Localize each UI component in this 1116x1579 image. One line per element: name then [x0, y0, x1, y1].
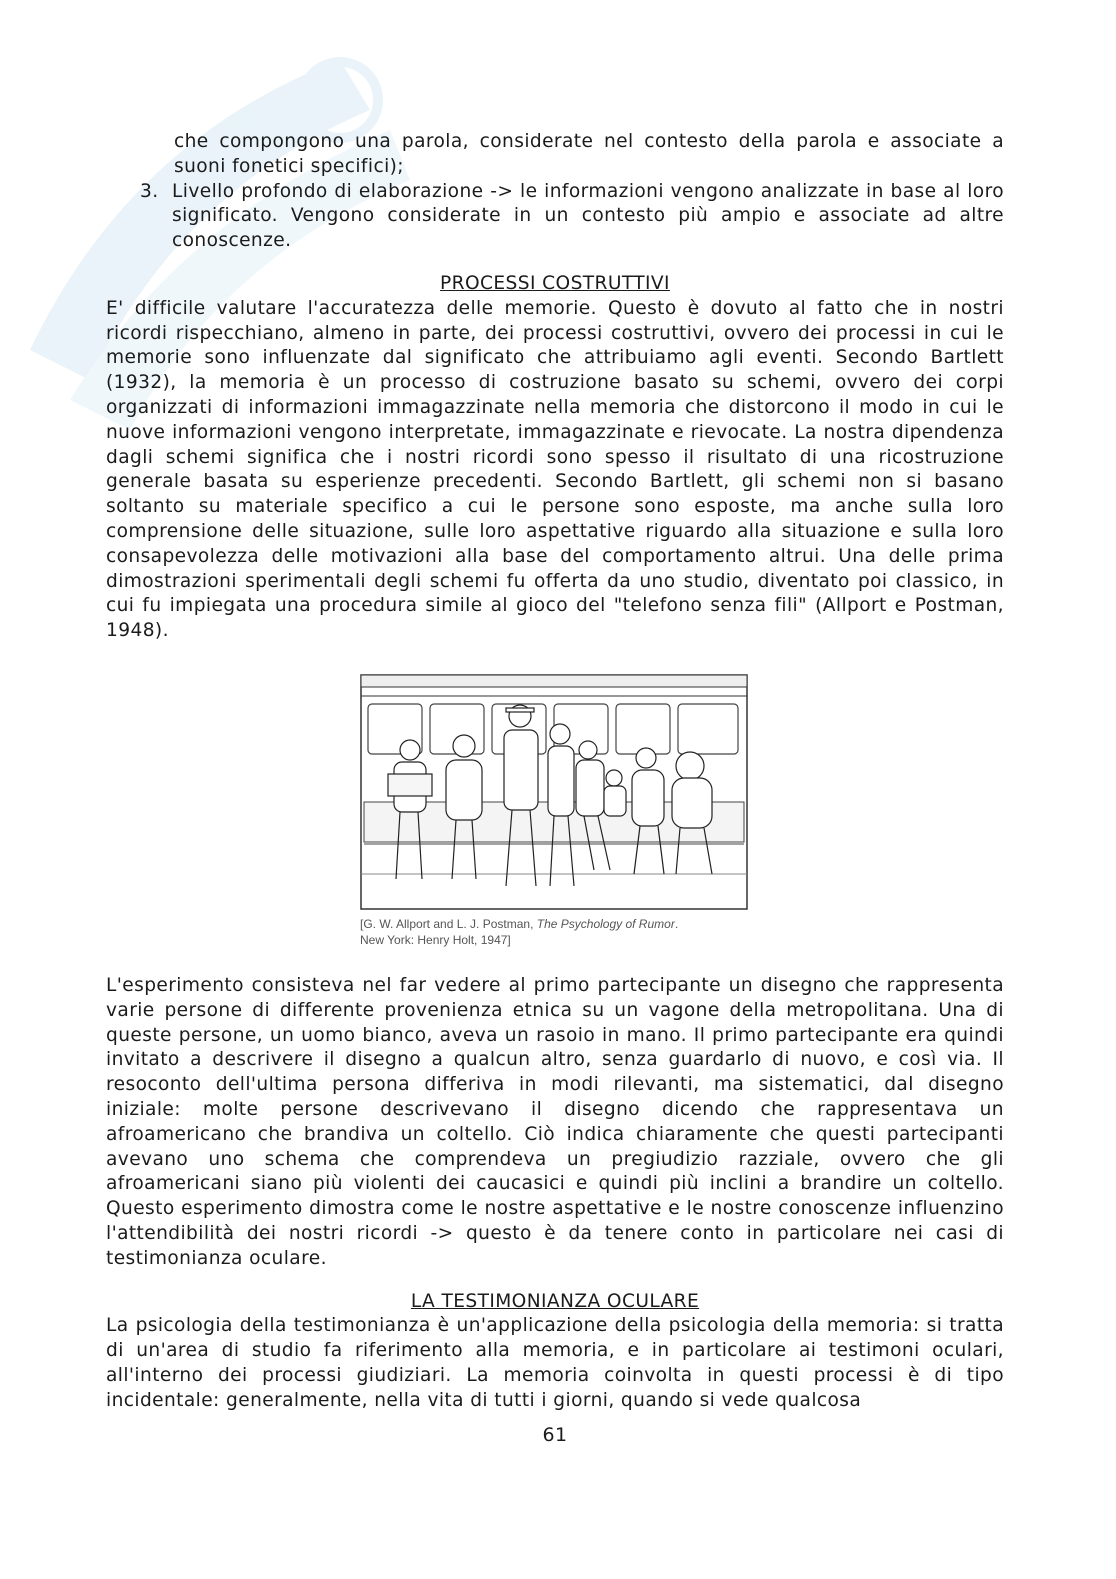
- caption-publisher: New York: Henry Holt, 1947]: [360, 932, 511, 947]
- caption-title: The Psychology of Rumor: [536, 916, 675, 931]
- list-item-number: 3.: [140, 180, 159, 202]
- page-number: 61: [542, 1424, 568, 1447]
- list-item-3: [106, 180, 1004, 254]
- paragraph-testimonianza: La psicologia della testimonianza è un'applicazione della psicologia della memoria: si tratta di un'area di studio fa riferimento alla memoria, e in particolare ai testimoni oculari, all'interno dei processi giudiziari. La memoria coinvolta in questi processi è di tipo incidentale: generalmente, nella vita di tutti i giorni, quando si vede qualcosa: [106, 1315, 1004, 1411]
- subway-illustration: [360, 674, 748, 910]
- section-heading-testimonianza: LA TESTIMONIANZA OCULARE: [410, 1290, 700, 1312]
- section-heading-processi: PROCESSI COSTRUTTIVI: [440, 272, 670, 294]
- list-item-text: Livello profondo di elaborazione -> le informazioni vengono analizzate in base al loro significato. Vengono considerate in un contesto più ampio e associate ad altre conoscenze.: [172, 180, 1004, 252]
- list-continuation: che compongono una parola, considerate nel contesto della parola e associate a suoni fonetici specifici);: [174, 131, 1004, 177]
- figure-caption: [360, 916, 748, 948]
- caption-prefix: [G. W. Allport and L. J. Postman,: [360, 916, 537, 931]
- page-content: [106, 130, 1004, 1448]
- figure-subway-drawing: [360, 674, 748, 948]
- paragraph-processi: E' difficile valutare l'accuratezza delle memorie. Questo è dovuto al fatto che in nostri ricordi rispecchiano, almeno in parte, dei processi costruttivi, ovvero dei processi in cui le memorie sono influenzate dal significato che attribuiamo agli eventi. Secondo Bartlett (1932), la memoria è un processo di costruzione basato su schemi, ovvero dei corpi organizzati di informazioni immagazzinate nella memoria che distorcono il modo in cui le nuove informazioni vengono interpretate, immagazzinate e rievocate. La nostra dipendenza dagli schemi significa che i nostri ricordi sono spesso il risultato di una ricostruzione generale basata su esperienze precedenti. Secondo Bartlett, gli schemi non si basano soltanto su materiale specifico a cui le persone sono esposte, ma anche sulla loro comprensione delle situazione, sulle loro aspettative riguardo alla situazione e sulla loro consapevolezza delle motivazioni alla base del comportamento altrui. Una delle prima dimostrazioni sperimentali degli schemi fu offerta da uno studio, diventato poi classico, in cui fu impiegata una procedura simile al gioco del "telefono senza fili" (Allport e Postman, 1948).: [106, 297, 1004, 642]
- paragraph-experiment: L'esperimento consisteva nel far vedere al primo partecipante un disegno che rappresenta varie persone di differente provenienza etnica su un vagone della metropolitana. Una di queste persone, un uomo bianco, aveva un rasoio in mano. Il primo partecipante era quindi invitato a descrivere il disegno a qualcun altro, senza guardarlo di nuovo, e così via. Il resoconto dell'ultima persona differiva in modi rilevanti, ma sistematici, dal disegno iniziale: molte persone descrivevano il disegno dicendo che rappresentava un afroamericano che brandiva un coltello. Ciò indica chiaramente che questi partecipanti avevano uno schema che comprendeva un pregiudizio razziale, ovvero che gli afroamericani siano più violenti dei caucasici e quindi più inclini a brandire un coltello. Questo esperimento dimostra come le nostre aspettative e le nostre conoscenze influenzino l'attendibilità dei nostri ricordi -> questo è da tenere conto in particolare nei casi di testimonianza oculare.: [106, 974, 1004, 1269]
- caption-suffix: .: [674, 916, 679, 931]
